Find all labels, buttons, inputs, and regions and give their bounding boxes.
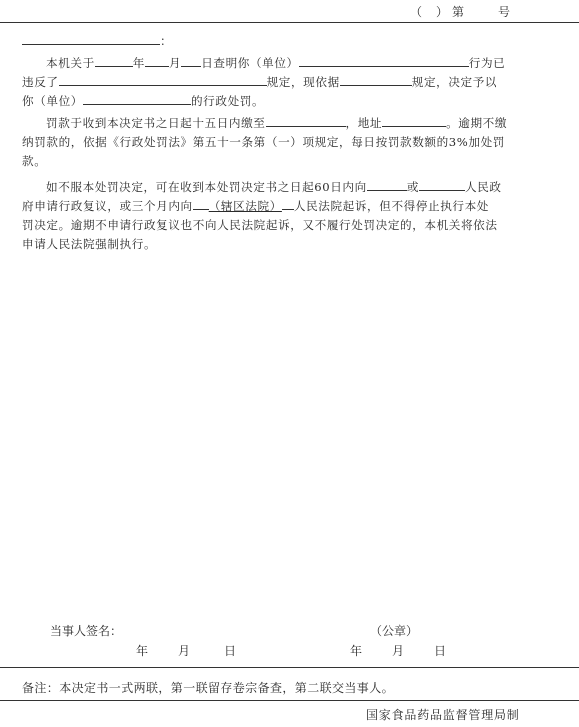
seal-date	[350, 642, 446, 659]
p3-text-1: 如不服本处罚决定，可在收到本处罚决定书之日起60日内向	[46, 180, 367, 194]
party-date-day: 日	[224, 644, 237, 658]
paragraph-finding	[22, 54, 550, 111]
p3-text-7: 罚决定。逾期不申请行政复议也不向人民法院起诉，又不履行处罚决定的，本机关将依法	[22, 218, 498, 232]
p1-act-blank	[299, 54, 469, 67]
party-signature-label: 当事人签名：	[50, 624, 123, 638]
paragraph-appeal	[22, 178, 550, 254]
paragraph-payment	[22, 114, 550, 171]
p1-text-6: 违反了	[22, 75, 59, 89]
p1-text-10: 的行政处罚。	[190, 94, 265, 108]
p1-text-8: 规定，决定予以	[411, 75, 498, 89]
p2-text-1: 罚款于收到本决定书之日起十五日内缴至	[46, 116, 266, 130]
addressee-colon: ：	[160, 34, 173, 48]
p3-text-4: 府申请行政复议，或三个月内向	[22, 199, 193, 213]
seal-date-day: 日	[434, 644, 447, 658]
p3-review-blank-1	[367, 178, 407, 191]
p1-text-year: 年	[132, 56, 145, 70]
addressee-blank	[22, 32, 160, 45]
p3-court-blank-a	[193, 197, 209, 210]
p2-text-2: ，地址	[345, 116, 383, 130]
doc-number-hao: 号	[498, 5, 511, 19]
p1-day-blank	[181, 54, 201, 67]
p1-month-blank	[145, 54, 169, 67]
p2-text-5: 款。	[22, 154, 47, 168]
p3-review-blank-2	[419, 178, 465, 191]
p1-text-month: 月	[168, 56, 182, 70]
party-date-month: 月	[178, 644, 191, 658]
addressee-line	[22, 32, 172, 49]
remarks-bottom-rule	[0, 700, 579, 701]
p3-text-3: 人民政	[465, 180, 502, 194]
p3-text-6: 人民法院起诉，但不得停止执行本处	[293, 199, 489, 213]
p2-text-3: 。逾期不缴	[446, 116, 508, 130]
p1-text-9: 你（单位）	[22, 94, 83, 108]
document-number	[410, 3, 510, 20]
p1-text-1: 本机关于	[46, 56, 95, 70]
p1-year-blank	[95, 54, 133, 67]
remarks-note: 备注：本决定书一式两联，第一联留存卷宗备查，第二联交当事人。	[22, 681, 395, 695]
p1-basis-blank	[340, 73, 412, 86]
top-rule	[0, 22, 579, 23]
p2-address-blank	[382, 114, 446, 127]
p3-text-8: 申请人民法院强制执行。	[22, 237, 157, 251]
official-seal-label: （公章）	[370, 624, 419, 638]
p1-penalty-blank	[83, 92, 191, 105]
party-date	[136, 642, 236, 659]
remarks-top-rule	[0, 667, 579, 668]
seal-date-year: 年	[350, 644, 363, 658]
p3-court-blank-b	[282, 197, 294, 210]
p1-text-7: 规定，现依据	[266, 75, 340, 89]
doc-number-paren-right: ）	[436, 5, 449, 19]
p1-text-4: 日查明你（单位）	[201, 56, 299, 70]
seal-date-month: 月	[392, 644, 405, 658]
p3-court-hint: （辖区法院）	[208, 199, 282, 213]
doc-number-zi: 第	[452, 5, 465, 19]
p2-bank-blank	[266, 114, 346, 127]
p2-text-4: 纳罚款的，依据《行政处罚法》第五十一条第（一）项规定，每日按罚款数额的3%加处罚	[22, 135, 505, 149]
p1-violated-blank	[59, 73, 267, 86]
doc-number-paren-left: （	[410, 5, 423, 19]
party-date-year: 年	[136, 644, 149, 658]
issuer-footer: 国家食品药品监督管理局制	[366, 708, 520, 722]
p1-text-5: 行为已	[468, 56, 506, 70]
p3-text-or: 或	[406, 180, 420, 194]
